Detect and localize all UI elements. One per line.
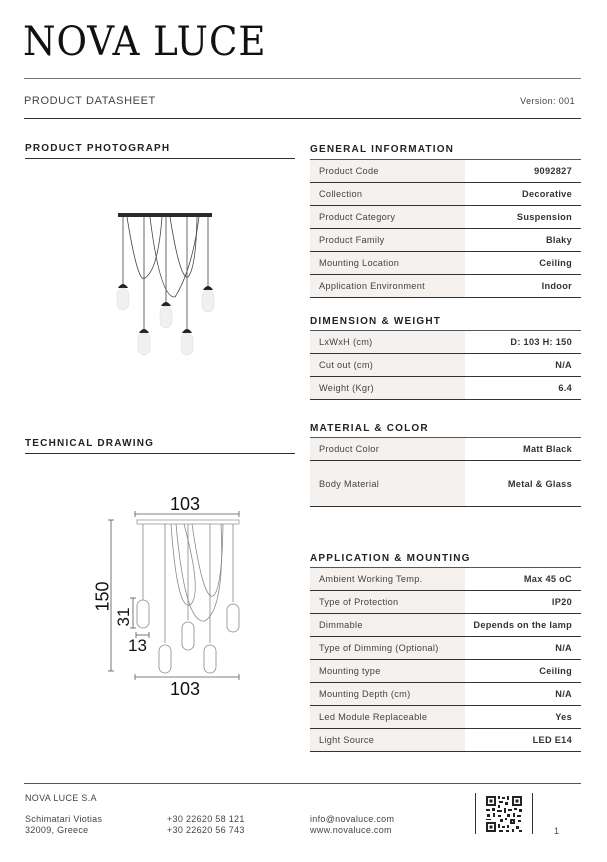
product-photo <box>100 200 230 360</box>
dimension-weight-table <box>310 330 581 400</box>
brand-logo: NOVA LUCE <box>23 19 267 65</box>
header-divider-bottom <box>24 118 581 119</box>
product-photograph-heading: PRODUCT PHOTOGRAPH <box>25 143 171 154</box>
dimension-shade-width: 13 <box>128 636 147 655</box>
footer-address-line1: Schimatari Viotias <box>25 814 103 824</box>
table-row <box>310 331 581 354</box>
row-value: Ceiling <box>465 660 581 683</box>
row-label: Type of Dimming (Optional) <box>310 637 465 660</box>
table-row <box>310 252 581 275</box>
row-value: 6.4 <box>465 377 581 400</box>
table-row <box>310 568 581 591</box>
dimension-height: 150 <box>92 581 113 612</box>
row-label: Cut out (cm) <box>310 354 465 377</box>
table-row <box>310 183 581 206</box>
footer-phone-1: +30 22620 58 121 <box>167 814 245 824</box>
table-row <box>310 461 581 507</box>
table-row <box>310 377 581 400</box>
dimension-shade-height: 31 <box>114 607 133 627</box>
row-value: Depends on the lamp <box>465 614 581 637</box>
document-title: PRODUCT DATASHEET <box>24 95 156 107</box>
row-value: 9092827 <box>465 160 581 183</box>
row-label: Led Module Replaceable <box>310 706 465 729</box>
row-label: Light Source <box>310 729 465 752</box>
header-divider <box>24 78 581 79</box>
row-value: Yes <box>465 706 581 729</box>
table-row <box>310 160 581 183</box>
row-label: Product Family <box>310 229 465 252</box>
row-value: Suspension <box>465 206 581 229</box>
footer-separator <box>475 793 476 834</box>
row-label: Application Environment <box>310 275 465 298</box>
general-information-table <box>310 159 581 298</box>
row-label: Type of Protection <box>310 591 465 614</box>
row-label: Dimmable <box>310 614 465 637</box>
footer-email[interactable]: info@novaluce.com <box>310 814 395 824</box>
row-label: Product Code <box>310 160 465 183</box>
row-value: Max 45 oC <box>465 568 581 591</box>
row-label: Product Color <box>310 438 465 461</box>
row-value: Matt Black <box>465 438 581 461</box>
row-label: Mounting Location <box>310 252 465 275</box>
table-row <box>310 637 581 660</box>
page-number: 1 <box>554 826 560 836</box>
row-value: LED E14 <box>465 729 581 752</box>
section-divider <box>25 158 295 159</box>
table-row <box>310 206 581 229</box>
table-row <box>310 438 581 461</box>
table-row <box>310 275 581 298</box>
footer-company: NOVA LUCE S.A <box>25 793 97 803</box>
row-value: D: 103 H: 150 <box>465 331 581 354</box>
table-row <box>310 729 581 752</box>
row-label: Weight (Kgr) <box>310 377 465 400</box>
table-row <box>310 354 581 377</box>
footer-phone-2: +30 22620 56 743 <box>167 825 245 835</box>
table-row <box>310 683 581 706</box>
row-value: Indoor <box>465 275 581 298</box>
general-information-heading: GENERAL INFORMATION <box>310 144 455 155</box>
row-value: Ceiling <box>465 252 581 275</box>
footer-address-line2: 32009, Greece <box>25 825 89 835</box>
table-row <box>310 591 581 614</box>
dimension-weight-heading: DIMENSION & WEIGHT <box>310 316 442 327</box>
row-label: Ambient Working Temp. <box>310 568 465 591</box>
row-value: N/A <box>465 354 581 377</box>
table-row <box>310 614 581 637</box>
row-label: Body Material <box>310 461 465 507</box>
row-label: Mounting type <box>310 660 465 683</box>
row-value: N/A <box>465 683 581 706</box>
row-value: Metal & Glass <box>465 461 581 507</box>
dimension-bottom-width: 103 <box>170 679 201 699</box>
row-label: Mounting Depth (cm) <box>310 683 465 706</box>
material-color-table <box>310 437 581 507</box>
application-mounting-table <box>310 567 581 752</box>
footer-separator <box>532 793 533 834</box>
row-label: Product Category <box>310 206 465 229</box>
row-label: LxWxH (cm) <box>310 331 465 354</box>
dimension-top-width: 103 <box>170 494 201 514</box>
application-mounting-heading: APPLICATION & MOUNTING <box>310 553 471 564</box>
qr-code-icon <box>485 795 523 833</box>
material-color-heading: MATERIAL & COLOR <box>310 423 429 434</box>
technical-drawing-heading: TECHNICAL DRAWING <box>25 438 155 449</box>
row-label: Collection <box>310 183 465 206</box>
footer-website[interactable]: www.novaluce.com <box>310 825 392 835</box>
table-row <box>310 660 581 683</box>
pendant-shades <box>117 284 214 355</box>
table-row <box>310 229 581 252</box>
section-divider <box>25 453 295 454</box>
row-value: Decorative <box>465 183 581 206</box>
ceiling-canopy <box>118 213 212 217</box>
footer-divider <box>24 783 581 784</box>
row-value: Blaky <box>465 229 581 252</box>
row-value: N/A <box>465 637 581 660</box>
row-value: IP20 <box>465 591 581 614</box>
table-row <box>310 706 581 729</box>
version-label: Version: 001 <box>520 96 575 106</box>
